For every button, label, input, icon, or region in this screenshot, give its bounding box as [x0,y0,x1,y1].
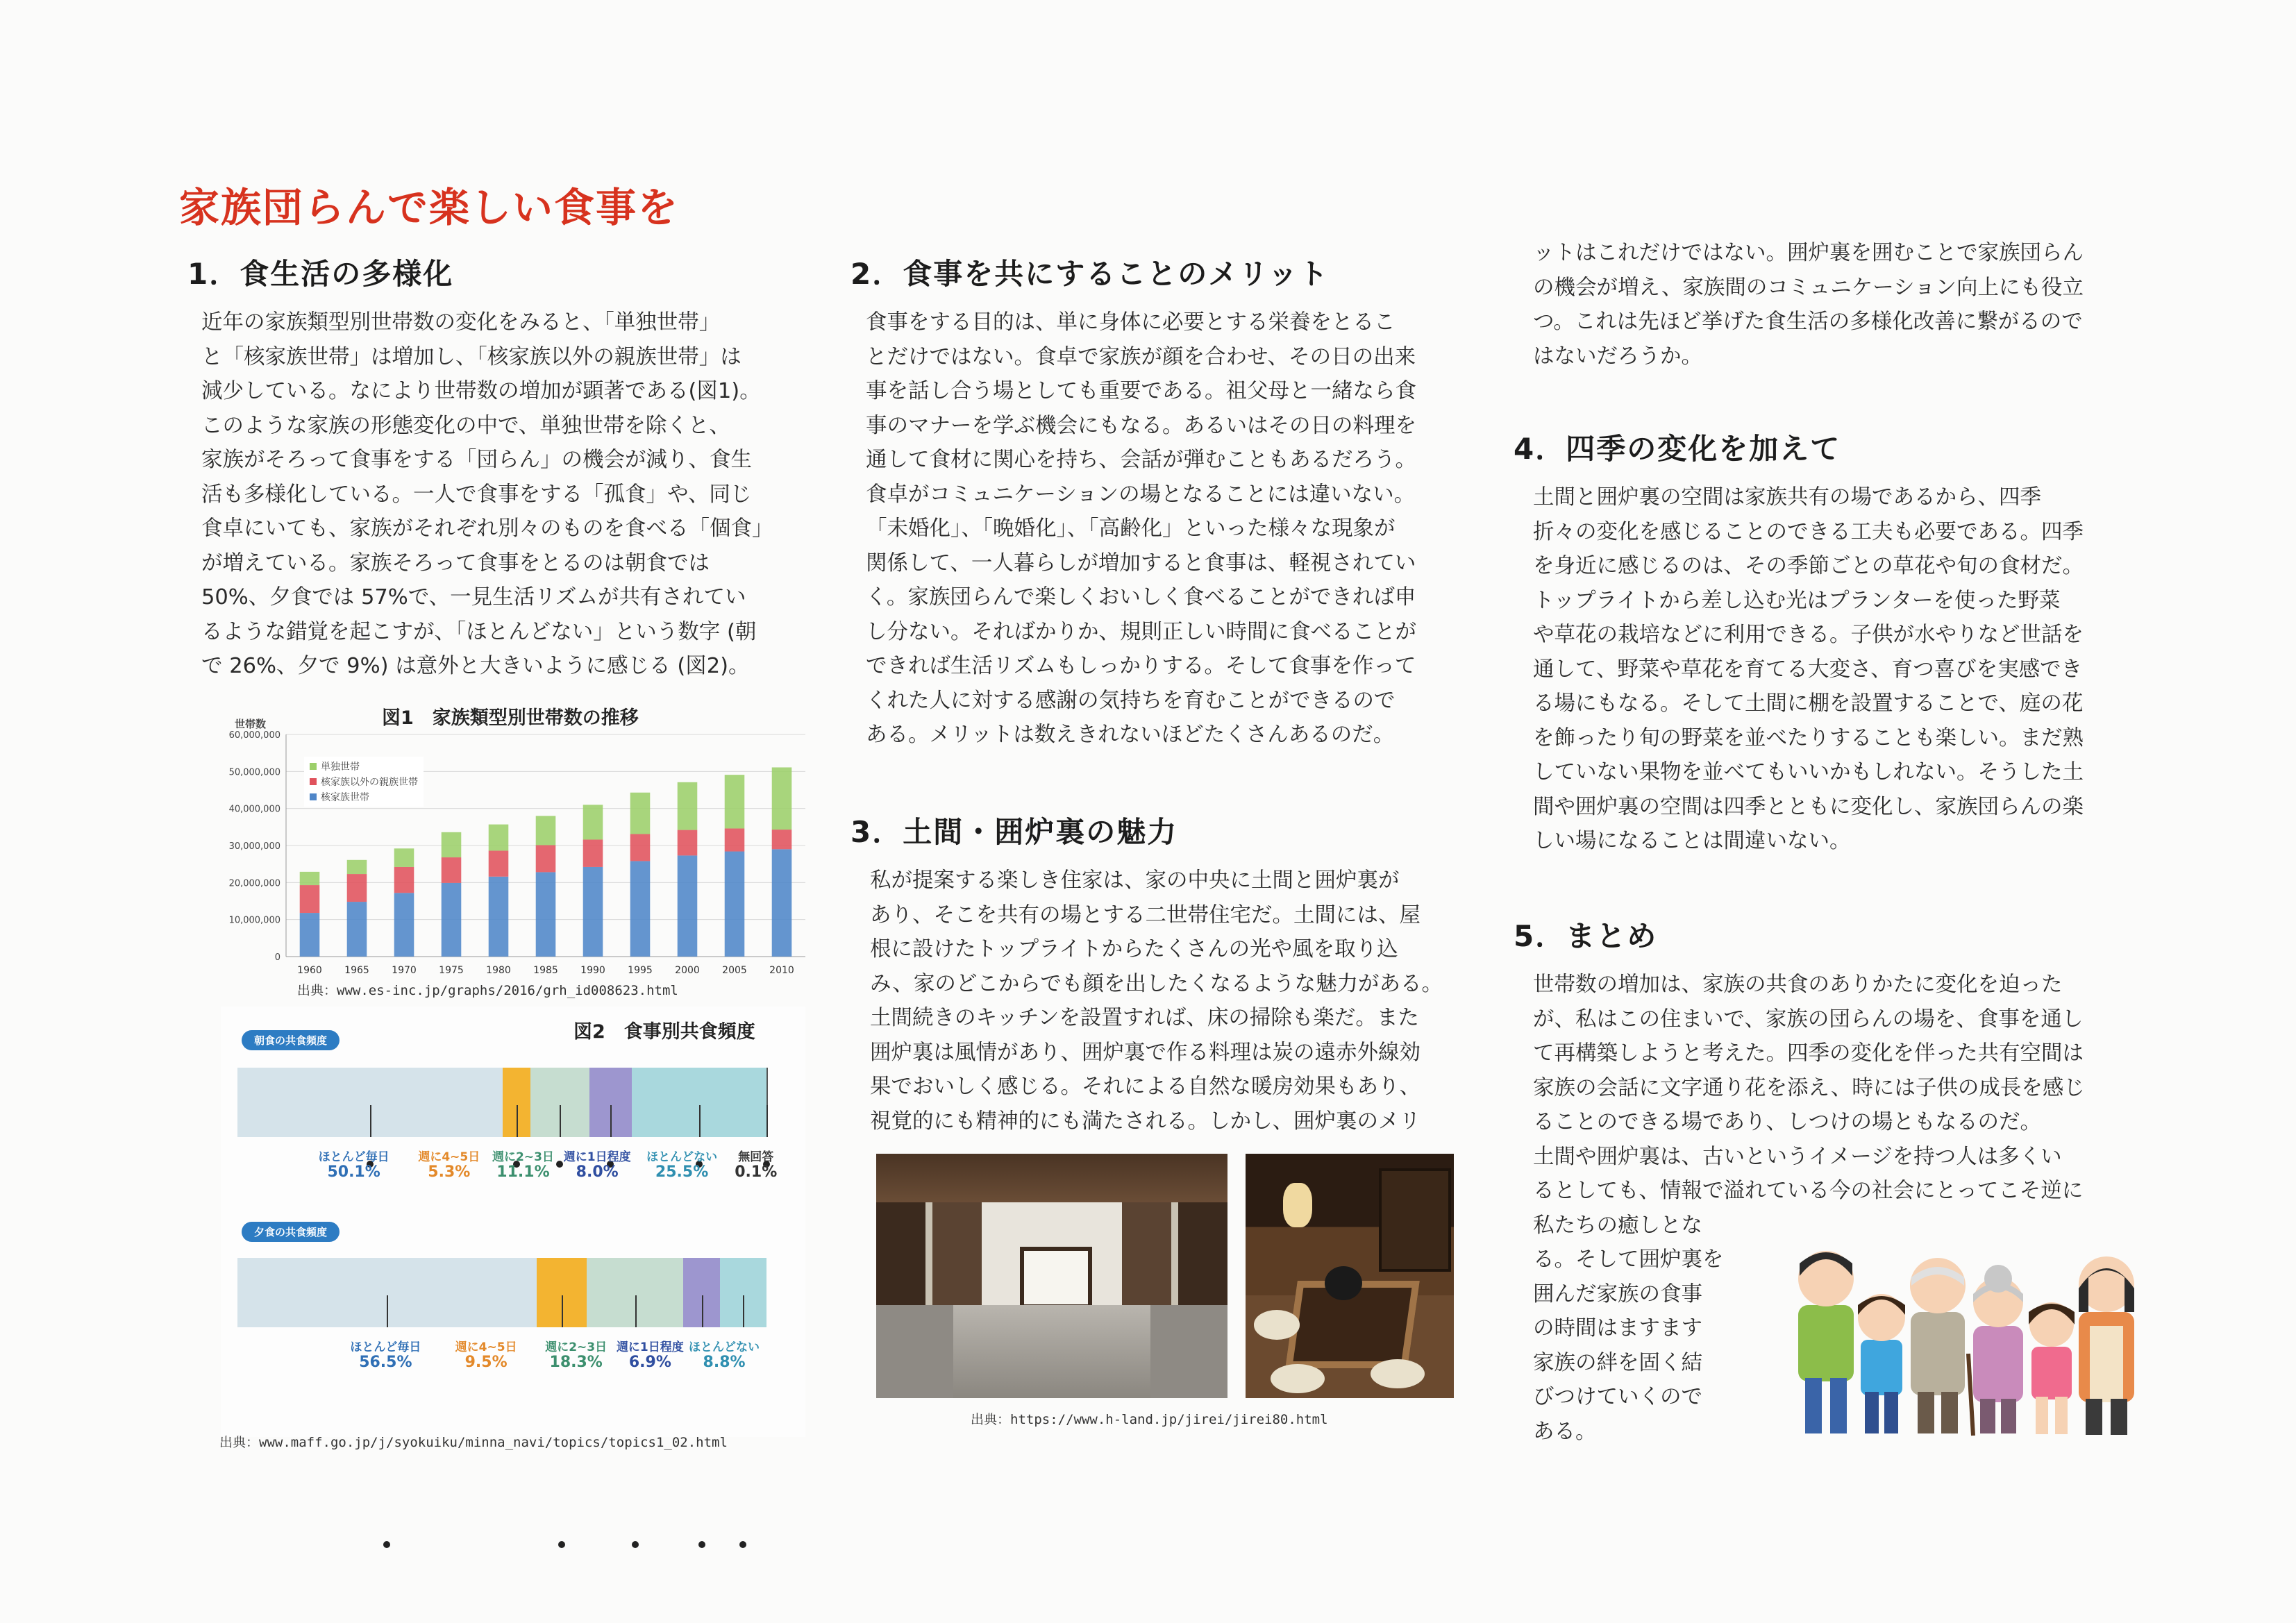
figure-1-legend [304,757,424,807]
irori-pot [1325,1266,1362,1300]
bar-segment [583,839,603,866]
family-member-grandfather [1910,1258,1973,1436]
bar-segment [583,805,603,839]
family-member-girl [2029,1302,2075,1434]
leader-line [766,1105,768,1137]
bar-segment [630,793,651,834]
x-tick-label: 2005 [722,965,747,976]
bar-segment [489,850,509,876]
frequency-value: 56.5% [359,1354,412,1371]
section-2-paragraph-2: 「未婚化」、「晩婚化」、「高齢化」といった様々な現象が 関係して、一人暮らしが増加すると食事は、軽視されてい く。家族団らんで楽しくおいしく食べることができれば申 し分ない。そればかりか、規則正しい時間に食べることが できれば生活リズムもしっかりする。そして食事を作って くれた人に対する感謝の気持ちを育むことができるので ある。メリットは数えきれないほどたくさんあるのだ。 [866,516,1416,747]
figure-1-title: 図1 家族類型別世帯数の推移 [382,707,639,729]
y-tick-label: 30,000,000 [228,841,280,852]
section-4 [1514,426,2145,859]
x-tick-label: 1970 [392,965,417,976]
leader-line [517,1105,518,1137]
irori-room-photo [1246,1154,1454,1398]
frequency-value: 0.1% [735,1163,778,1181]
irori-cushion-3 [1271,1364,1325,1393]
bar-segment [442,883,462,957]
bar-segment [725,775,745,828]
bar-segment [442,832,462,857]
frequency-label: 週に4~5日 [455,1340,517,1354]
bar-segment [630,834,651,861]
section-3 [850,809,1475,1138]
frequency-value: 6.9% [628,1354,671,1371]
leader-line [560,1105,561,1137]
bar-segment [347,902,367,957]
frequency-label: 週に1日程度 [563,1150,631,1164]
section-3-heading: 3．土間・囲炉裏の魅力 [850,815,1178,849]
x-tick-label: 1965 [344,965,369,976]
figure-2 [221,1007,805,1437]
section-2-paragraph-1: 食事をする目的は、単に身体に必要とする栄養をとるこ とだけではない。食卓で家族が顔を合わせ、その日の出来 事を話し合う場としても重要である。祖父母と一緒なら食 事のマナーを学ぶ機会にもなる。あるいはその日の料理を 通して食材に関心を持ち、会話が弾むこともあるだろう。 食卓がコミュニケーションの場となることには違いない。 [866,310,1416,507]
marker-dot [632,1541,639,1548]
bar-segment [489,877,509,957]
irori-cushion-1 [1254,1310,1300,1339]
bar-segment [678,782,698,830]
frequency-value: 18.3% [549,1354,603,1371]
family-member-father [1798,1251,1854,1433]
section-2-heading: 2．食事を共にすることのメリット [850,257,1330,291]
leader-line [699,1105,701,1137]
bar-segment [536,845,556,872]
leader-line [562,1295,563,1327]
leader-line [635,1295,637,1327]
section-1-heading: 1．食生活の多様化 [187,257,454,291]
bar-segment [678,830,698,856]
dinner-label: 夕食の共食頻度 [242,1222,340,1242]
dinner-labels [237,1327,766,1431]
column-2 [850,251,1475,752]
bar-segment [583,867,603,957]
frequency-label: ほとんど毎日 [318,1150,389,1164]
frequency-value: 8.0% [576,1163,619,1181]
breakfast-label: 朝食の共食頻度 [242,1030,340,1050]
x-tick-label: 1980 [486,965,511,976]
family-member-mother [2079,1256,2134,1435]
bar-segment [772,849,792,957]
leader-line [743,1295,744,1327]
bar-segment [347,874,367,902]
section-3-paragraph-1: 私が提案する楽しき住家は、家の中央に土間と囲炉裏が あり、そこを共有の場とする二世帯住宅だ。土間には、屋 根に設けたトップライトからたくさんの光や風を取り込 み、家のどこからでも顔を出したくなるような魅力がある。 土間続きのキッチンを設置すれば、床の掃除も楽だ。また 囲炉裏は風情があり、囲炉裏で作る料理は炭の遠赤外線効 果でおいしく感じる。それによる自然な暖房効果もあり、 視覚的にも精神的にも満たされる。しかし、囲炉裏のメリ [870,868,1443,1134]
frequency-value: 5.3% [428,1163,471,1181]
figure-1-source: 出典：www.es-inc.jp/graphs/2016/grh_id008623.html [297,983,678,998]
frequency-label: 週に2~3日 [492,1150,554,1164]
y-tick-label: 60,000,000 [228,730,280,741]
bar-segment [394,867,414,893]
bar-segment [536,816,556,845]
legend-single-label: 単独世帯 [321,762,360,773]
x-tick-label: 1990 [580,965,605,976]
figure-1 [222,700,819,991]
y-tick-label: 50,000,000 [228,767,280,778]
bar-segment [772,767,792,830]
y-tick-label: 20,000,000 [228,878,280,889]
x-tick-label: 1985 [533,965,558,976]
leader-line [370,1105,371,1137]
section-4-heading: 4．四季の変化を加えて [1514,432,1841,466]
y-tick-label: 40,000,000 [228,804,280,815]
leader-line [387,1295,388,1327]
bar-segment [489,825,509,851]
frequency-label: 週に2~3日 [545,1340,607,1354]
section-4-paragraph-1: 土間と囲炉裏の空間は家族共有の場であるから、四季 折々の変化を感じることのできる工夫も必要である。四季 を身近に感じるのは、その季節ごとの草花や旬の食材だ。 トップライトから差し込む光はプランターを使った野菜 や草花の栽培などに利用できる。子供が水やりなど世話を 通して、野菜や草花を育てる大変さ、育つ喜びを実感でき る場にもなる。そして土間に棚を設置することで、庭の花 を飾ったり旬の野菜を並べたりすることも楽しい。まだ熟 していない果物を並べてもいいかもしれない。そうした土 間や囲炉裏の空間は四季とともに変化し、家族団らんの楽 しい場になることは間違いない。 [1533,485,2084,853]
x-tick-label: 1995 [628,965,653,976]
figure-2-source: 出典：www.maff.go.jp/j/syokuiku/minna_navi/topics/topics1_02.html [219,1435,728,1450]
section-5-paragraph-2: 土間や囲炉裏は、古いというイメージを持つ人は多くい るとしても、情報で溢れている今の社会にとってこそ逆に [1533,1144,2084,1203]
frequency-label: ほとんどない [646,1150,718,1164]
y-tick-label: 0 [274,952,280,963]
earthen-floor-hallway-photo [876,1154,1227,1398]
dinner-bar [237,1258,766,1327]
frequency-value: 50.1% [327,1163,380,1181]
family-member-grandmother [1973,1265,2023,1433]
legend-nuclear-label: 核家族世帯 [321,792,369,803]
column-1 [182,251,814,684]
bar-segment [442,857,462,883]
hallway-floor [953,1305,1150,1398]
section-5-paragraph-1: 世帯数の増加は、家族の共食のありかたに変化を迫った が、私はこの住まいで、家族の団らんの場を、食事を通し て再構築しようと考えた。四季の変化を伴った共有空間は 家族の会話に文字通り花を添え、時には子供の成長を感じ ることのできる場であり、しつけの場ともなるのだ。 [1533,973,2085,1134]
legend-swatch-other [310,778,317,785]
section-5-heading: 5．まとめ [1514,919,1658,953]
breakfast-bar [237,1068,766,1137]
bar-segment [678,855,698,957]
legend-swatch-single [310,763,317,770]
bar-segment [630,861,651,957]
frequency-value: 8.8% [703,1354,746,1371]
legend-swatch-nuclear [310,793,317,800]
bar-segment [725,852,745,957]
hallway-window [1020,1247,1091,1309]
x-tick-label: 1975 [439,965,464,976]
bar-segment [536,872,556,957]
bar-segment [300,913,320,957]
bar-segment [772,830,792,849]
section-1-paragraph-2: このような家族の形態変化の中で、単独世帯を除くと、 家族がそろって食事をする「団らん」の機会が減り、食生 活も多様化している。一人で食事をする「孤食」や、同じ 食卓にいても、家族がそれぞれ別々のものを食べる「個食」 が増えている。家族そろって食事をとるのは朝食では 50%、夕食では 57%で、一見生活リズムが共有されてい るような錯覚を起こすが、「ほとんどない」という数字 (朝 で 26%、夕で 9%) は意外と大きいように感じる (図2)。 [201,413,773,678]
bar-segment [300,872,320,885]
family-illustration [1791,1236,2152,1444]
frequency-label: 週に1日程度 [616,1340,684,1354]
marker-dot [698,1541,705,1548]
frequency-label: ほとんど毎日 [350,1340,421,1354]
section-3-photo-source: 出典：https://www.h-land.jp/jirei/jirei80.html [971,1412,1328,1427]
family-member-boy [1858,1294,1905,1433]
figure-1-ylabel: 世帯数 [235,718,267,730]
frequency-label: 無回答 [738,1150,774,1164]
leader-line [610,1105,612,1137]
section-5-paragraph-3: 私たちの癒しとな る。そして囲炉裏を 囲んだ家族の食事 の時間はますます 家族の絆を固く結 びつけていくので ある。 [1533,1213,1724,1444]
frequency-label: 週に4~5日 [418,1150,480,1164]
x-tick-label: 1960 [297,965,322,976]
irori-room-shelf [1379,1168,1451,1272]
irori-cushion-2 [1371,1359,1425,1388]
hallway-ceiling [876,1154,1227,1202]
section-3-continuation: ットはこれだけではない。囲炉裏を囲むことで家族団らん の機会が増え、家族間のコミュニケーション向上にも役立 つ。これは先ほど挙げた食生活の多様化改善に繋がるので はないだろうか。 [1533,241,2084,369]
frequency-value: 9.5% [464,1354,508,1371]
y-tick-label: 10,000,000 [228,915,280,926]
irori-room-lamp [1283,1183,1312,1227]
marker-dot [739,1541,746,1548]
figure-2-title: 図2 食事別共食頻度 [573,1021,755,1043]
x-tick-label: 2010 [769,965,794,976]
frequency-value: 25.5% [655,1163,709,1181]
frequency-label: ほとんどない [689,1340,760,1354]
bar-segment [394,848,414,867]
frequency-value: 11.1% [496,1163,550,1181]
bar-segment [394,893,414,957]
column-3 [1533,236,2144,373]
legend-other-label: 核家族以外の親族世帯 [321,777,418,788]
section-1-paragraph-1: 近年の家族類型別世帯数の変化をみると、「単独世帯」 と「核家族世帯」は増加し、「核家族以外の親族世帯」は 減少している。なにより世帯数の増加が顕著である(図1)。 [201,310,761,403]
marker-dot [383,1541,390,1548]
leader-line [702,1295,703,1327]
bar-segment [300,885,320,913]
bar-segment [725,828,745,851]
marker-dot [558,1541,565,1548]
page-title: 家族団らんで楽しい食事を [179,184,680,231]
bar-segment [347,860,367,874]
x-tick-label: 2000 [675,965,700,976]
